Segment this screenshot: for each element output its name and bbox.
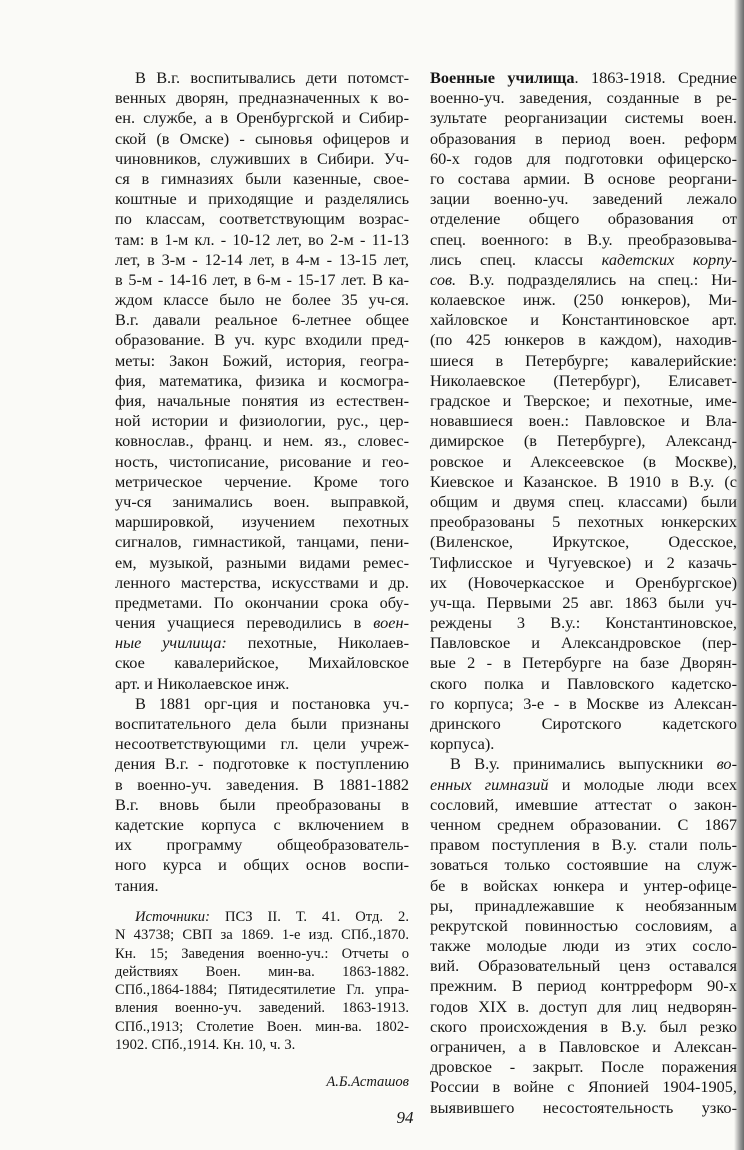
text-line: сигналов, гимнастикой, танцами, пени- bbox=[115, 532, 409, 552]
text-line: Кн. 15; Заведения военно-уч.: Отчеты о bbox=[115, 945, 409, 962]
text-line: ной истории и физиологии, рус., цер- bbox=[115, 411, 409, 431]
text-line: несоответствующими гл. цели учреж- bbox=[115, 734, 409, 754]
text-line: спец. военного: в В.у. преобразовыва- bbox=[430, 229, 737, 249]
text-line: выявившего несостоятельность узко- bbox=[430, 1097, 737, 1117]
text-line: колаевское инж. (250 юнкеров), Ми- bbox=[430, 290, 737, 310]
text-line: прежним. В период контрреформ 90-х bbox=[430, 976, 737, 996]
text-line: ковнослав., франц. и нем. яз., словес- bbox=[115, 431, 409, 451]
italic-reference: воен- bbox=[373, 613, 409, 633]
text-line: Тифлисское и Чугуевское) и 2 казачь- bbox=[430, 552, 737, 572]
text-line: 60-х годов для подготовки офицерско- bbox=[430, 148, 737, 168]
text-line: образование. В уч. курс входили пред- bbox=[115, 330, 409, 350]
text-line: в 5-м - 14-16 лет, в 6-м - 15-17 лет. В ка- bbox=[115, 269, 409, 289]
text-line: чиновников, служивших в Сибири. Уч- bbox=[115, 148, 409, 168]
text-segment: В В.у. принимались выпускники bbox=[450, 754, 717, 774]
text-line: ского полка и Павловского кадетско- bbox=[430, 673, 737, 693]
text-line: их (Новочеркасское и Оренбургское) bbox=[430, 572, 737, 592]
text-line bbox=[430, 270, 737, 290]
text-line: сословий, имевшие аттестат о закон- bbox=[430, 794, 737, 814]
text-line bbox=[430, 754, 737, 774]
text-line: вые 2 - в Петербурге на базе Дворян- bbox=[430, 653, 737, 673]
text-line: годов XIX в. доступ для лиц недворян- bbox=[430, 996, 737, 1016]
text-line: вий. Образовательный ценз оставался bbox=[430, 956, 737, 976]
text-line: Павловское и Александровское (пер- bbox=[430, 633, 737, 653]
text-segment: лись спец. классы bbox=[430, 249, 602, 269]
text-line: ограничен, а в Павловское и Алексан- bbox=[430, 1037, 737, 1056]
italic-reference: Источники: bbox=[135, 909, 210, 925]
text-line bbox=[430, 68, 737, 88]
paragraph bbox=[115, 68, 409, 694]
text-line: ровское и Алексеевское (в Москве), bbox=[430, 451, 737, 471]
text-line: метрическое черчение. Кроме того bbox=[115, 471, 409, 491]
text-line: дринского Сиротского кадетского bbox=[430, 714, 737, 733]
text-line: дровское - закрыт. После поражения bbox=[430, 1057, 737, 1077]
italic-reference: кадетских корпу- bbox=[601, 249, 737, 269]
italic-reference: сов. bbox=[430, 269, 457, 289]
text-line: уч-ся занимались воен. выправкой, bbox=[115, 491, 409, 511]
text-line: В 1881 орг-ция и постановка уч.- bbox=[135, 693, 409, 713]
text-line: В.г. вновь были преобразованы в bbox=[115, 794, 409, 814]
text-line: зоваться только состоявшие на служ- bbox=[430, 855, 737, 875]
text-line: ленного мастерства, искусствами и др. bbox=[115, 572, 409, 592]
text-line: ченном среднем образовании. С 1867 bbox=[430, 814, 737, 834]
text-line: арт. и Николаевское инж. bbox=[115, 673, 290, 693]
text-line: там: в 1-м кл. - 10-12 лет, во 2-м - 11-13 bbox=[115, 229, 409, 249]
text-line: России в войне с Японией 1904-1905, bbox=[430, 1077, 737, 1097]
text-line: дения В.г. - подготовке к поступлению bbox=[115, 754, 409, 774]
text-segment: ПСЗ II. Т. 41. Отд. 2. bbox=[209, 909, 409, 925]
text-line bbox=[115, 908, 409, 926]
text-line: фия, математика, физика и космогра- bbox=[115, 370, 409, 390]
paragraph bbox=[115, 694, 409, 896]
text-line: маршировкой, изучением пехотных bbox=[115, 512, 409, 532]
paragraph bbox=[430, 754, 737, 1117]
text-line: лет, в 3-м - 12-14 лет, в 4-м - 13-15 лет, bbox=[115, 249, 409, 269]
text-line: рекрутской повинностью сословиям, а bbox=[430, 915, 737, 935]
text-line: воспитательного дела были признаны bbox=[115, 714, 409, 733]
text-line: корпуса). bbox=[430, 734, 495, 754]
text-line: хайловское и Константиновское арт. bbox=[430, 310, 737, 330]
text-line: правом поступления в В.у. стали поль- bbox=[430, 835, 737, 855]
text-line: реждены 3 В.у.: Константиновское, bbox=[430, 613, 737, 633]
text-line: СПб.,1864-1884; Пятидесятилетие Гл. упра- bbox=[115, 982, 409, 999]
text-line: ского происхождения в В.у. был резко bbox=[430, 1016, 737, 1036]
text-line: отделение общего образования от bbox=[430, 209, 737, 229]
text-line: ское кавалерийское, Михайловское bbox=[115, 653, 409, 673]
text-segment: В.у. подразделялись на спец.: Ни- bbox=[456, 269, 737, 289]
text-line: кадетские корпуса с включением в bbox=[115, 814, 409, 834]
text-line: зации военно-уч. заведений лежало bbox=[430, 189, 737, 209]
author-signature: А.Б.Асташов bbox=[326, 1074, 409, 1090]
text-line: ем, музыкой, разными видами ремес- bbox=[115, 552, 409, 572]
text-line: шиеся в Петербурге; кавалерийские: bbox=[430, 350, 737, 370]
text-line: градское и Тверское; и пехотные, име- bbox=[430, 391, 737, 410]
paragraph bbox=[430, 68, 737, 754]
text-line: В В.г. воспитывались дети потомст- bbox=[135, 68, 409, 87]
text-line: ской (в Омске) - сыновья офицеров и bbox=[115, 128, 409, 148]
text-line: бе в войсках юнкера и унтер-офице- bbox=[430, 875, 737, 895]
right-column bbox=[430, 68, 737, 1118]
text-segment: . 1863-1918. Средние bbox=[574, 68, 737, 87]
text-line bbox=[430, 775, 737, 795]
text-line: действиях Воен. мин-ва. 1863-1882. bbox=[115, 963, 409, 980]
text-line: по классам, соответствующим возрас- bbox=[115, 209, 409, 229]
text-line: N 43738; СВП за 1869. 1-е изд. СПб.,1870. bbox=[115, 927, 409, 944]
text-segment: чения учащиеся переводились в bbox=[115, 613, 374, 633]
text-line: 1902. СПб.,1914. Кн. 10, ч. 3. bbox=[115, 1037, 296, 1054]
text-line: ен. службе, а в Оренбургской и Сибир- bbox=[115, 108, 409, 128]
left-column bbox=[115, 68, 409, 896]
text-line: Николаевское (Петербург), Елисавет- bbox=[430, 370, 737, 390]
text-line: в военно-уч. заведения. В 1881-1882 bbox=[115, 774, 409, 794]
text-line bbox=[115, 613, 409, 633]
text-line: преобразованы 5 пехотных юнкерских bbox=[430, 512, 737, 532]
text-line: фия, начальные понятия из естествен- bbox=[115, 391, 409, 410]
text-line: (Виленское, Иркутское, Одесское, bbox=[430, 532, 737, 552]
page-number: 94 bbox=[396, 1108, 414, 1127]
text-segment: пехотные, Николаев- bbox=[226, 633, 409, 653]
text-line: предметами. По окончании срока обу- bbox=[115, 592, 409, 612]
text-line: коштные и приходящие и разделялись bbox=[115, 189, 409, 209]
text-line: вления военно-уч. заведений. 1863-1913. bbox=[115, 1000, 409, 1017]
text-line: военно-уч. заведения, созданные в ре- bbox=[430, 88, 737, 108]
text-line: СПб.,1913; Столетие Воен. мин-ва. 1802- bbox=[115, 1018, 409, 1035]
text-line: Киевское и Казанское. В 1910 в В.у. (с bbox=[430, 471, 737, 491]
text-line: их программу общеобразователь- bbox=[115, 835, 409, 855]
text-line: меты: Закон Божий, история, геогра- bbox=[115, 350, 409, 370]
text-line: уч-ща. Первыми 25 авг. 1863 были уч- bbox=[430, 592, 737, 612]
text-line: ность, чистописание, рисование и гео- bbox=[115, 451, 409, 471]
text-line: новавшиеся воен.: Павловское и Вла- bbox=[430, 411, 737, 431]
text-line: го корпуса; 3-е - в Москве из Алексан- bbox=[430, 693, 737, 713]
article-heading: Военные училища bbox=[430, 68, 575, 87]
text-line: зультате реорганизации системы воен. bbox=[430, 108, 737, 128]
text-line: образования в период воен. реформ bbox=[430, 128, 737, 148]
sources-block bbox=[115, 908, 409, 1054]
text-line: ждом классе было не более 35 уч-ся. bbox=[115, 290, 409, 310]
text-line: ного курса и общих основ воспи- bbox=[115, 855, 409, 875]
italic-reference: во- bbox=[716, 754, 737, 774]
text-line: ры, принадлежавшие к необязанным bbox=[430, 895, 737, 915]
text-line bbox=[115, 633, 409, 653]
text-line bbox=[430, 250, 737, 270]
text-line: димирское (в Петербурге), Александ- bbox=[430, 431, 737, 451]
text-line: общим и двумя спец. классами) были bbox=[430, 491, 737, 511]
italic-reference: ные училища: bbox=[115, 633, 227, 653]
text-line: го состава армии. В основе реоргани- bbox=[430, 168, 737, 188]
text-line: венных дворян, предназначенных к во- bbox=[115, 88, 409, 108]
text-line: тания. bbox=[115, 875, 159, 895]
text-line: ся в гимназиях были казенные, свое- bbox=[115, 168, 409, 188]
italic-reference: енных гимназий bbox=[430, 774, 549, 794]
text-segment: и молодые люди всех bbox=[548, 774, 737, 794]
text-line: В.г. давали реальное 6-летнее общее bbox=[115, 310, 409, 330]
text-line: (по 425 юнкеров в каждом), находив- bbox=[430, 330, 737, 350]
text-line: также молодые люди из этих сосло- bbox=[430, 936, 737, 956]
